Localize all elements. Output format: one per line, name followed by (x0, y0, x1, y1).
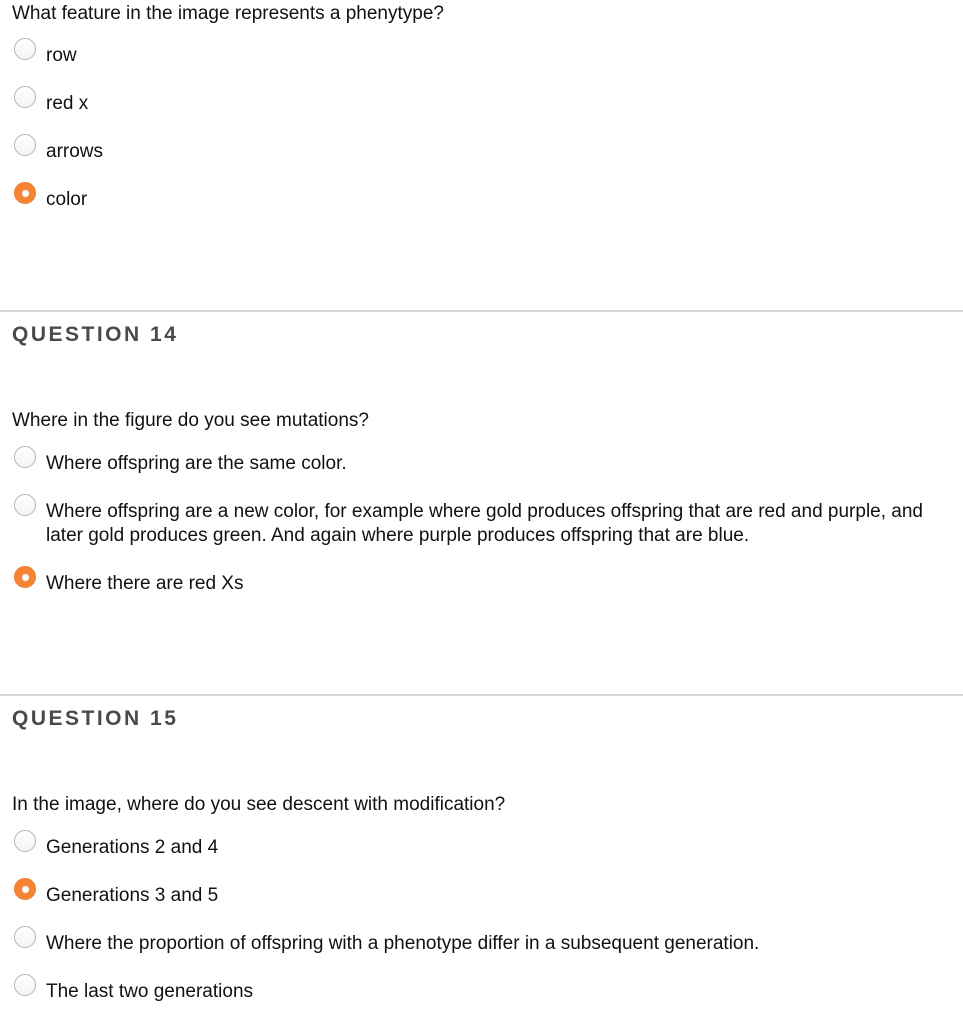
radio-button-selected[interactable] (14, 182, 36, 204)
radio-button[interactable] (14, 134, 36, 156)
option-label: Where offspring are the same color. (46, 453, 347, 474)
divider (0, 694, 963, 696)
option-label: color (46, 189, 88, 210)
option-label: row (46, 45, 77, 66)
option-label: The last two generations (46, 981, 254, 1002)
radio-button[interactable] (14, 86, 36, 108)
option-color[interactable] (14, 188, 87, 212)
question-13-prompt: What feature in the image represents a phenytype? (12, 3, 444, 24)
option-generations-3-5[interactable] (14, 884, 218, 908)
option-label: red x (46, 93, 89, 114)
divider (0, 310, 963, 312)
option-last-two[interactable] (14, 980, 253, 1004)
radio-button[interactable] (14, 494, 36, 516)
question-14-header: QUESTION 14 (12, 323, 179, 346)
option-label: Where there are red Xs (46, 573, 244, 594)
option-new-color[interactable] (14, 500, 954, 548)
radio-button[interactable] (14, 974, 36, 996)
option-proportion[interactable] (14, 932, 759, 956)
radio-button[interactable] (14, 446, 36, 468)
option-red-x[interactable] (14, 92, 88, 116)
radio-button-selected[interactable] (14, 878, 36, 900)
radio-button[interactable] (14, 830, 36, 852)
option-same-color[interactable] (14, 452, 347, 476)
radio-button-selected[interactable] (14, 566, 36, 588)
question-15-header: QUESTION 15 (12, 707, 179, 730)
radio-button[interactable] (14, 38, 36, 60)
option-label: Where offspring are a new color, for example where gold produces offspring that are red and purple, and later gold produces green. And again where purple produces offspring that are blue. (46, 501, 923, 546)
option-label: Generations 2 and 4 (46, 837, 219, 858)
option-red-xs[interactable] (14, 572, 243, 596)
option-label: arrows (46, 141, 104, 162)
question-15-prompt: In the image, where do you see descent with modification? (12, 794, 506, 815)
option-arrows[interactable] (14, 140, 103, 164)
option-label: Generations 3 and 5 (46, 885, 219, 906)
option-label: Where the proportion of offspring with a phenotype differ in a subsequent generation. (46, 933, 760, 954)
option-row[interactable] (14, 44, 77, 68)
radio-button[interactable] (14, 926, 36, 948)
option-generations-2-4[interactable] (14, 836, 218, 860)
question-14-prompt: Where in the figure do you see mutations? (12, 410, 369, 431)
